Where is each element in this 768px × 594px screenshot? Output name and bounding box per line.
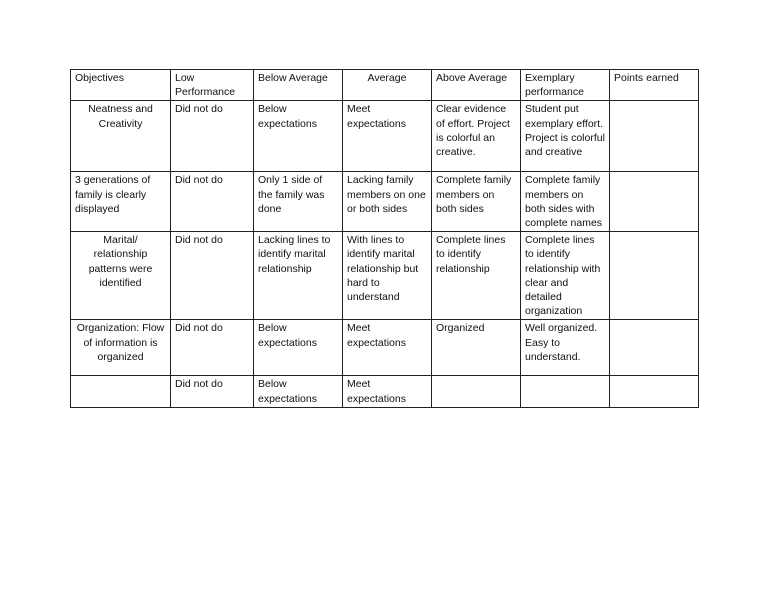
exemplary-cell	[521, 376, 610, 407]
points-earned-cell	[610, 376, 699, 407]
objective-cell: Organization: Flow of information is organized	[71, 320, 171, 376]
exemplary-cell: Student put exemplary effort. Project is colorful and creative	[521, 101, 610, 172]
exemplary-cell: Complete lines to identify relationship with clear and detailed organization	[521, 232, 610, 320]
low-performance-cell: Did not do	[171, 232, 254, 320]
average-cell: Meet expectations	[343, 376, 432, 407]
objective-cell: Marital/ relationship patterns were identified	[71, 232, 171, 320]
exemplary-cell: Well organized. Easy to understand.	[521, 320, 610, 376]
objective-cell	[71, 376, 171, 407]
below-average-cell: Below expectations	[254, 101, 343, 172]
table-row	[71, 232, 699, 320]
table-row	[71, 172, 699, 232]
table-header-row	[71, 70, 699, 101]
above-average-cell: Clear evidence of effort. Project is colorful an creative.	[432, 101, 521, 172]
above-average-cell: Organized	[432, 320, 521, 376]
table-row	[71, 376, 699, 407]
below-average-cell: Below expectations	[254, 320, 343, 376]
average-cell: Meet expectations	[343, 320, 432, 376]
rubric-table	[70, 69, 699, 408]
above-average-cell: Complete family members on both sides	[432, 172, 521, 232]
below-average-cell: Lacking lines to identify marital relationship	[254, 232, 343, 320]
low-performance-cell: Did not do	[171, 101, 254, 172]
low-performance-cell: Did not do	[171, 376, 254, 407]
header-below-average: Below Average	[254, 70, 343, 101]
above-average-cell: Complete lines to identify relationship	[432, 232, 521, 320]
above-average-cell	[432, 376, 521, 407]
header-low-performance: Low Performance	[171, 70, 254, 101]
header-exemplary-performance: Exemplary performance	[521, 70, 610, 101]
points-earned-cell	[610, 232, 699, 320]
low-performance-cell: Did not do	[171, 172, 254, 232]
average-cell: Lacking family members on one or both sides	[343, 172, 432, 232]
header-average: Average	[343, 70, 432, 101]
objective-cell: 3 generations of family is clearly displayed	[71, 172, 171, 232]
average-cell: With lines to identify marital relationship but hard to understand	[343, 232, 432, 320]
average-cell: Meet expectations	[343, 101, 432, 172]
low-performance-cell: Did not do	[171, 320, 254, 376]
table-row	[71, 101, 699, 172]
points-earned-cell	[610, 320, 699, 376]
exemplary-cell: Complete family members on both sides with complete names	[521, 172, 610, 232]
below-average-cell: Below expectations	[254, 376, 343, 407]
below-average-cell: Only 1 side of the family was done	[254, 172, 343, 232]
header-objectives: Objectives	[71, 70, 171, 101]
objective-cell: Neatness and Creativity	[71, 101, 171, 172]
points-earned-cell	[610, 101, 699, 172]
header-points-earned: Points earned	[610, 70, 699, 101]
table-row	[71, 320, 699, 376]
header-above-average: Above Average	[432, 70, 521, 101]
points-earned-cell	[610, 172, 699, 232]
